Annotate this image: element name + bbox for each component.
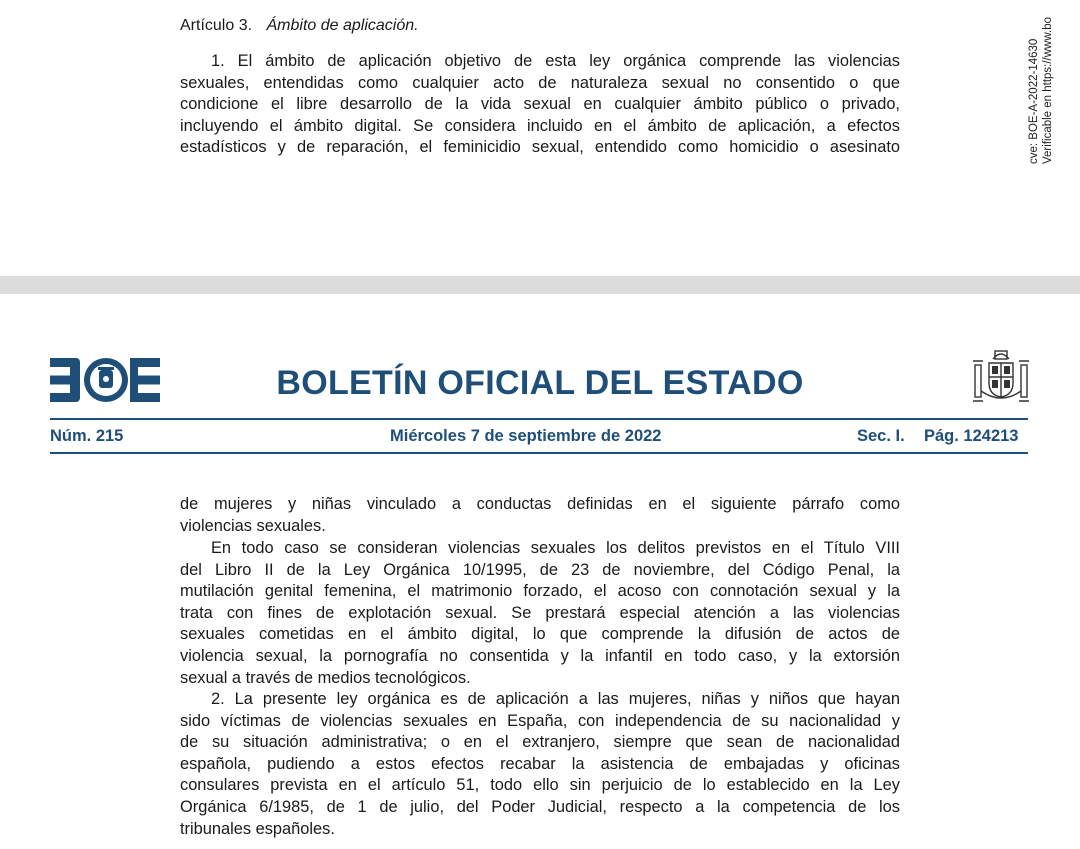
text-line: sexuales, entendidas como cualquier acto de naturaleza sexual no consentido o que [180,73,900,92]
text-line: sexual a través de medios tecnológicos. [180,668,471,687]
verification-margin-note [1024,0,1080,170]
issue-number: Núm. 215 [50,427,124,445]
previous-page [0,0,1080,276]
page-number: Pág. 124213 [924,427,1019,445]
text-line: violencia sexual, la pornografía no consentida y la infantil en todo caso, y la extorsión [180,646,900,665]
article-paragraph-2 [180,689,900,840]
header-rule-bottom [50,452,1028,454]
issue-date: Miércoles 7 de septiembre de 2022 [390,427,662,445]
text-line: de mujeres y niñas vinculado a conductas definidas en el siguiente párrafo como [180,495,900,513]
text-line: 1. El ámbito de aplicación objetivo de esta ley orgánica comprende las violencias [211,52,900,70]
text-line: sido víctimas de violencias sexuales en España, con independencia de su nacionalidad y [180,711,900,730]
text-line: española, pudiendo a estos efectos recabar la asistencia de embajadas y oficinas [180,754,900,773]
text-line: incluyendo el ámbito digital. Se considera incluido en el ámbito de aplicación, a efectos [180,116,900,135]
paragraph-penal-code [180,538,900,689]
section-label: Sec. I. [857,427,905,445]
text-line: sexuales cometidas en el ámbito digital, lo que comprende la difusión de actos de [180,625,900,644]
gazette-title: BOLETÍN OFICIAL DEL ESTADO [276,364,804,402]
text-line: Orgánica 6/1985, de 1 de julio, del Poder Judicial, respecto a la competencia de los [180,797,900,816]
article-number: Artículo 3. [180,17,253,34]
paragraph-continuation [180,494,900,537]
text-line: consulares prevista en el artículo 51, todo ello sin perjuicio de lo establecido en la Ley [180,776,900,795]
cve-code: cve: BOE-A-2022-14630 [1028,38,1040,164]
coat-of-arms-icon [971,347,1031,409]
text-line: trata con fines de explotación sexual. Se prestará especial atención a las violencias [180,603,900,622]
text-line: condicione el libre desarrollo de la vida sexual en cualquier ámbito público o privado, [180,95,900,114]
text-line: En todo caso se consideran violencias sexuales los delitos previstos en el Título VIII [211,539,900,557]
text-line: tribunales españoles. [180,819,335,838]
text-line: de su situación administrativa; o en el extranjero, siempre que sean de nacionalidad [180,733,900,752]
boe-logo [50,358,160,402]
verification-url: Verificable en https://www.bo [1042,16,1054,164]
page-separator [0,276,1080,294]
article-heading [180,16,419,36]
text-line: mutilación genital femenina, el matrimonio forzado, el acoso con connotación sexual y la [180,582,900,601]
text-line: estadísticos y de reparación, el feminicidio sexual, entendido como homicidio o asesinato [180,138,900,157]
text-line: del Libro II de la Ley Orgánica 10/1995, de 23 de noviembre, del Código Penal, la [180,560,900,579]
text-line: 2. La presente ley orgánica es de aplicación a las mujeres, niñas y niños que hayan [211,690,900,708]
header-rule-top [50,418,1028,420]
article-paragraph-1 [180,51,900,159]
article-title: Ámbito de aplicación. [266,17,419,34]
text-line: violencias sexuales. [180,516,326,535]
